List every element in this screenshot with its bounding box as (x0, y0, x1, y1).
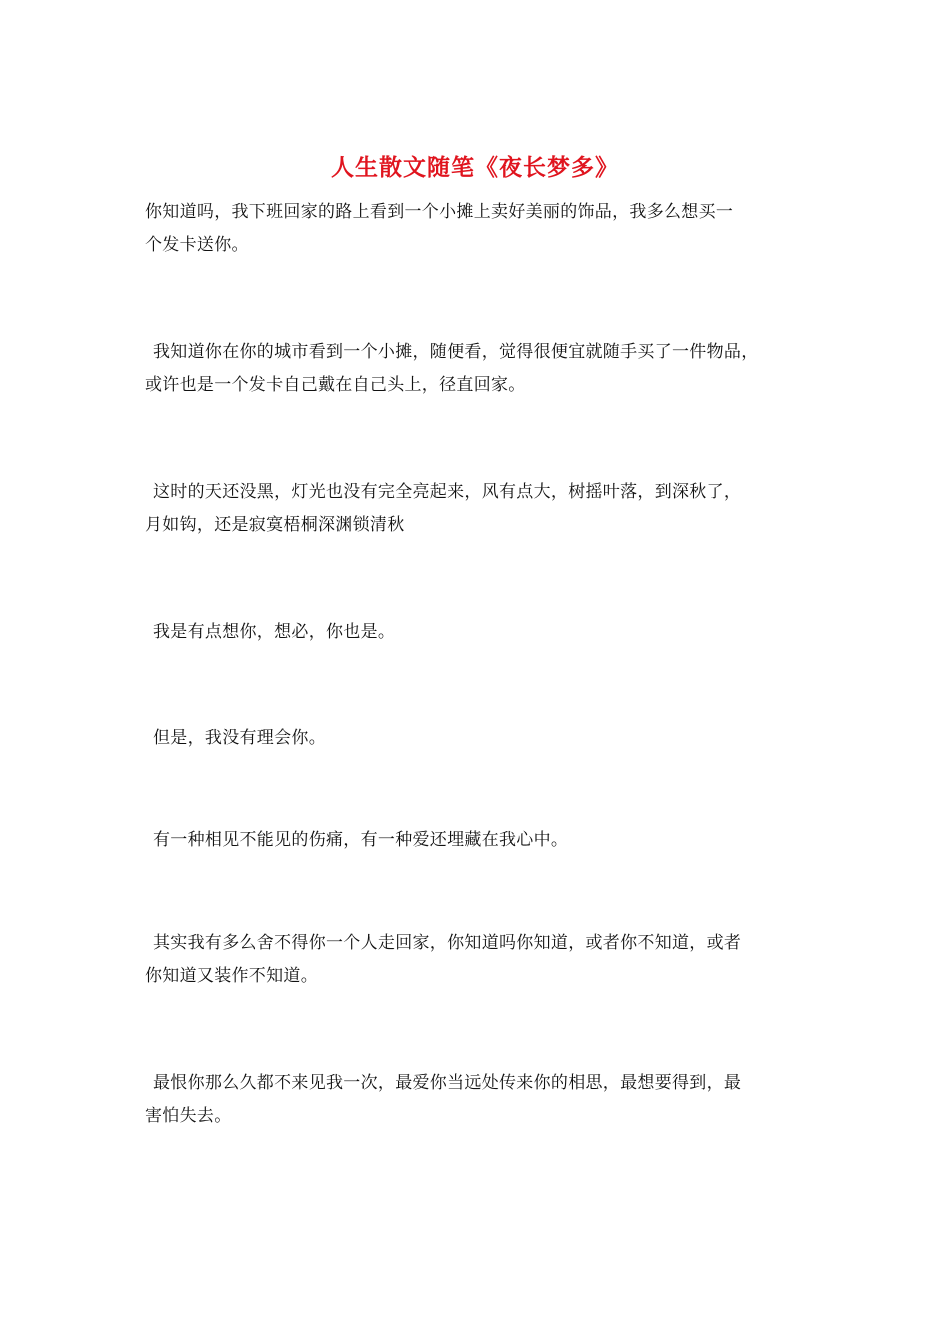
paragraph-5 (145, 722, 825, 755)
paragraph-line: 月如钩，还是寂寞梧桐深渊锁清秋 (145, 515, 405, 535)
paragraph-line: 个发卡送你。 (145, 235, 249, 255)
paragraph-line: 其实我有多么舍不得你一个人走回家，你知道吗你知道，或者你不知道，或者 (153, 933, 742, 953)
document-title: 人生散文随笔《夜长梦多》 (331, 154, 619, 181)
paragraph-7 (145, 927, 825, 993)
paragraph-1 (145, 196, 825, 262)
paragraph-line: 这时的天还没黑，灯光也没有完全亮起来，风有点大，树摇叶落，到深秋了， (153, 482, 742, 502)
paragraph-2 (145, 336, 825, 402)
paragraph-6 (145, 824, 825, 857)
paragraph-line: 或许也是一个发卡自己戴在自己头上，径直回家。 (145, 375, 526, 395)
paragraph-4 (145, 616, 825, 649)
paragraph-3 (145, 476, 825, 542)
paragraph-line: 但是，我没有理会你。 (153, 728, 326, 748)
paragraph-8 (145, 1067, 825, 1133)
paragraph-line: 有一种相见不能见的伤痛，有一种爱还埋藏在我心中。 (153, 830, 569, 850)
paragraph-line: 我是有点想你，想必，你也是。 (153, 622, 396, 642)
paragraph-line: 我知道你在你的城市看到一个小摊，随便看，觉得很便宜就随手买了一件物品， (153, 342, 759, 362)
paragraph-line: 你知道吗，我下班回家的路上看到一个小摊上卖好美丽的饰品，我多么想买一 (145, 202, 734, 222)
paragraph-line: 你知道又装作不知道。 (145, 966, 318, 986)
paragraph-line: 最恨你那么久都不来见我一次，最爱你当远处传来你的相思，最想要得到，最 (153, 1073, 742, 1093)
paragraph-line: 害怕失去。 (145, 1106, 232, 1126)
